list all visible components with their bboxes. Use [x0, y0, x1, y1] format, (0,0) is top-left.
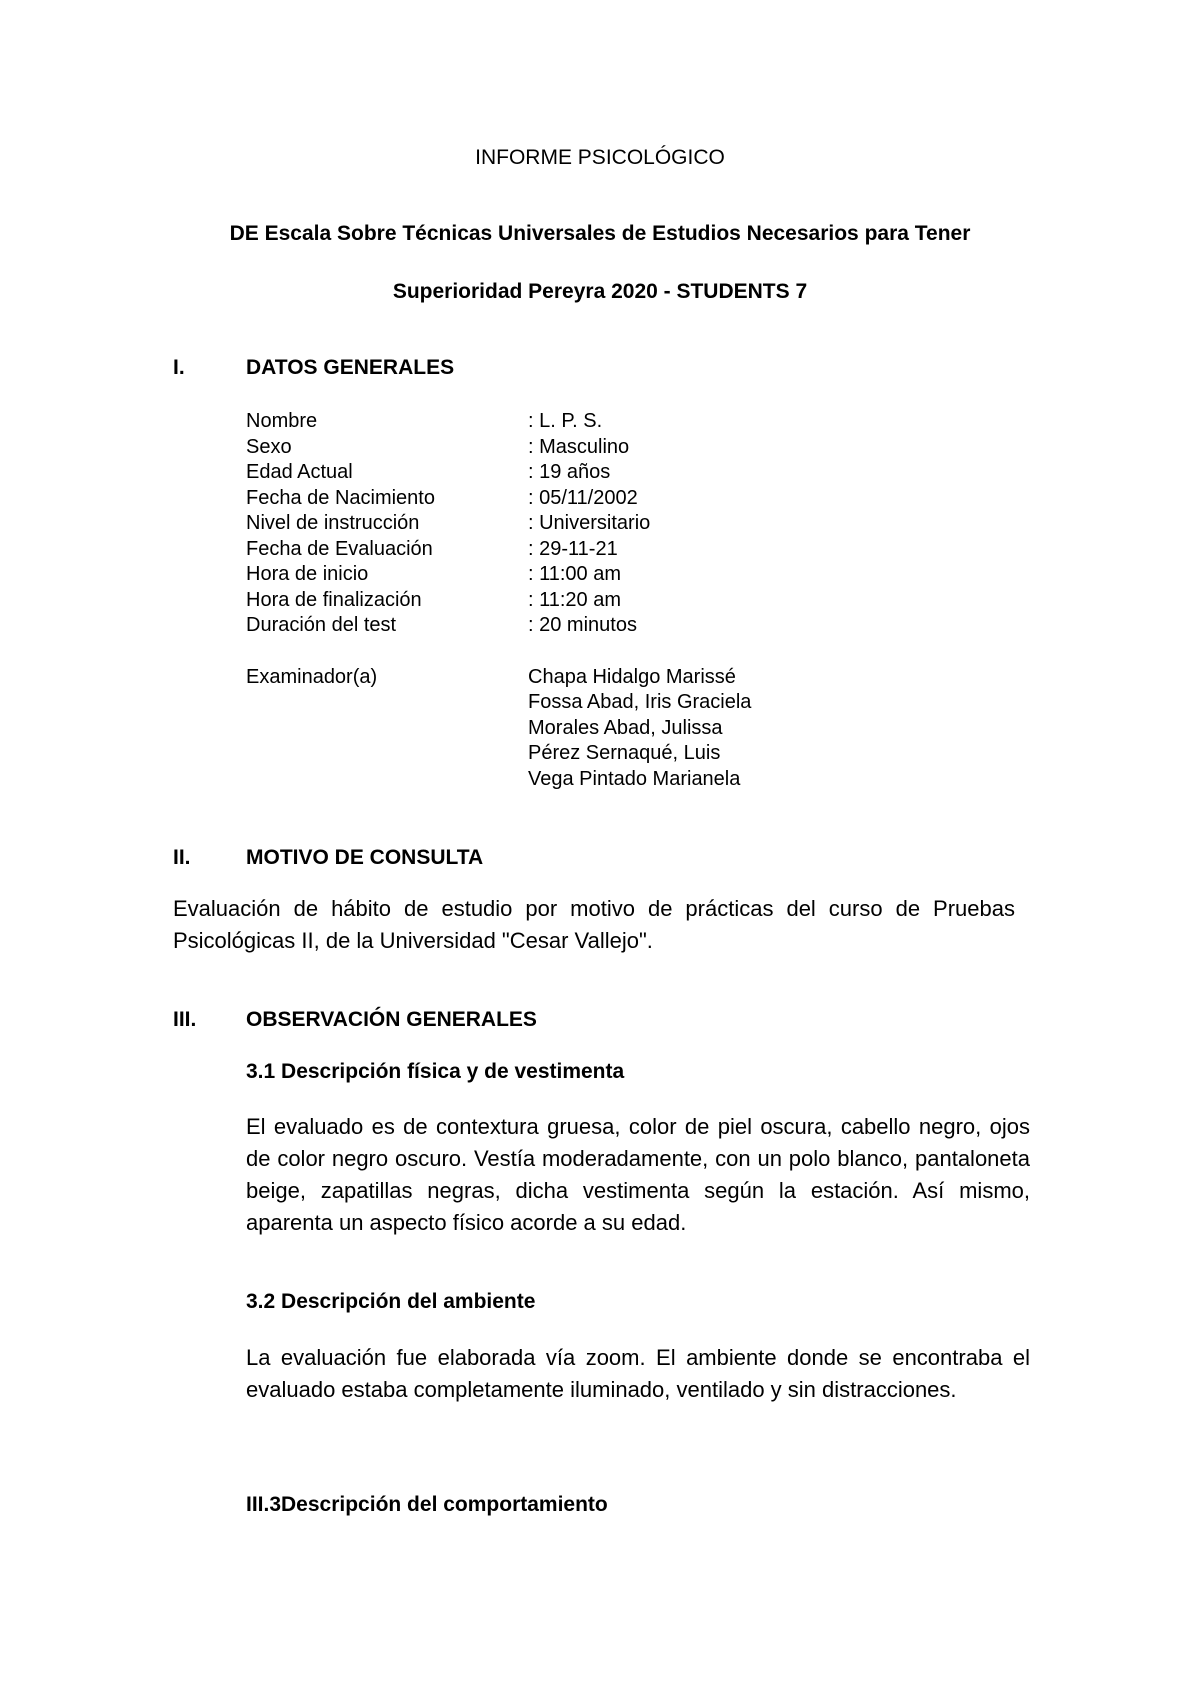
examiner-name: Fossa Abad, Iris Graciela: [528, 691, 752, 713]
examiner-name: Morales Abad, Julissa: [528, 717, 723, 739]
field-label-hora-inicio: Hora de inicio: [246, 563, 369, 585]
field-value-sexo: : Masculino: [528, 436, 630, 458]
field-label-sexo: Sexo: [246, 436, 292, 458]
section-2-title: MOTIVO DE CONSULTA: [246, 846, 484, 869]
examiner-name: Pérez Sernaqué, Luis: [528, 742, 721, 764]
section-1-number: I.: [173, 356, 185, 379]
field-label-fecha-evaluacion: Fecha de Evaluación: [246, 538, 433, 560]
field-value-hora-inicio: : 11:00 am: [528, 563, 622, 585]
section-3-number: III.: [173, 1008, 197, 1031]
field-value-fecha-evaluacion: : 29-11-21: [528, 538, 618, 560]
subsection-3-3-title: III.3Descripción del comportamiento: [246, 1493, 608, 1516]
field-value-nivel-instruccion: : Universitario: [528, 512, 651, 534]
field-label-nivel-instruccion: Nivel de instrucción: [246, 512, 420, 534]
field-label-fecha-nacimiento: Fecha de Nacimiento: [246, 487, 435, 509]
field-label-edad: Edad Actual: [246, 461, 353, 483]
field-value-hora-finalizacion: : 11:20 am: [528, 589, 622, 611]
examiner-label: Examinador(a): [246, 666, 378, 688]
document-title: INFORME PSICOLÓGICO: [475, 146, 725, 169]
examiner-name: Vega Pintado Marianela: [528, 768, 741, 790]
field-value-fecha-nacimiento: : 05/11/2002: [528, 487, 638, 509]
section-2-number: II.: [173, 846, 191, 869]
section-2-body: Evaluación de hábito de estudio por motivo de prácticas del curso de Pruebas Psicológicas II, de la Universidad "Cesar Vallejo".: [173, 896, 1015, 953]
examiner-name: Chapa Hidalgo Marissé: [528, 666, 736, 688]
subsection-3-2-body: La evaluación fue elaborada vía zoom. El ambiente donde se encontraba el evaluado estaba completamente iluminado, ventilado y sin distracciones.: [246, 1345, 1030, 1402]
document-subtitle-line2: Superioridad Pereyra 2020 - STUDENTS 7: [392, 280, 808, 303]
field-label-nombre: Nombre: [246, 410, 318, 432]
field-value-edad: : 19 años: [528, 461, 611, 483]
document-subtitle-line1: DE Escala Sobre Técnicas Universales de Estudios Necesarios para Tener: [229, 222, 971, 245]
section-3-title: OBSERVACIÓN GENERALES: [246, 1008, 537, 1031]
field-value-duracion: : 20 minutos: [528, 614, 637, 636]
subsection-3-2-title: 3.2 Descripción del ambiente: [246, 1290, 536, 1313]
field-label-duracion: Duración del test: [246, 614, 397, 636]
subsection-3-1-title: 3.1 Descripción física y de vestimenta: [246, 1060, 625, 1083]
field-value-nombre: : L. P. S.: [528, 410, 603, 432]
section-1-title: DATOS GENERALES: [246, 356, 455, 379]
field-label-hora-finalizacion: Hora de finalización: [246, 589, 422, 611]
subsection-3-1-body: El evaluado es de contextura gruesa, color de piel oscura, cabello negro, ojos de color negro oscuro. Vestía moderadamente, con un polo blanco, pantaloneta beige, zapatillas negras, dicha vestimenta según la estación. Así mismo, aparenta un aspecto físico acorde a su edad.: [246, 1114, 1030, 1235]
